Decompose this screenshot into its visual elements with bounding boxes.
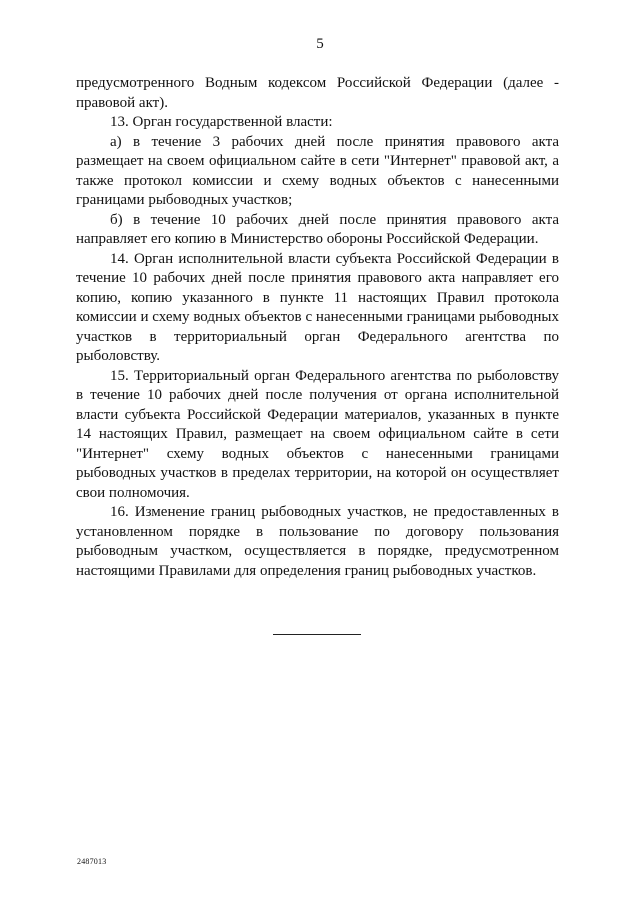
paragraph-13: 13. Орган государственной власти: <box>110 114 333 130</box>
paragraph-13a: а) в течение 3 рабочих дней после принятия правового акта размещает на своем официальном сайте в сети "Интернет" правовой акт, а также протокол комиссии и схему водных объектов с нанесенными границами рыбоводных участков; <box>76 133 559 208</box>
paragraph-13b: б) в течение 10 рабочих дней после принятия правового акта направляет его копию в Министерство обороны Российской Федерации. <box>76 211 559 247</box>
end-of-document-rule <box>273 634 361 635</box>
document-body <box>76 74 559 581</box>
paragraph-16: 16. Изменение границ рыбоводных участков, не предоставленных в установленном порядке в пользование по договору пользования рыбоводным участком, осуществляется в порядке, предусмотренном настоящими Правилами для определения границ рыбоводных участков. <box>76 504 559 579</box>
paragraph-14: 14. Орган исполнительной власти субъекта Российской Федерации в течение 10 рабочих дней после принятия правового акта направляет его копию, копию указанного в пункте 11 настоящих Правил протокола комиссии и схему водных объектов с нанесенными границами рыбоводных участков в территориальный орган Федерального агентства по рыболовству. <box>76 250 559 364</box>
paragraph-continuation: предусмотренного Водным кодексом Российской Федерации (далее - правовой акт). <box>76 75 559 111</box>
document-code: 2487013 <box>77 857 107 866</box>
page-number: 5 <box>316 36 324 52</box>
paragraph-15: 15. Территориальный орган Федерального агентства по рыболовству в течение 10 рабочих дней после получения от органа исполнительной власти субъекта Российской Федерации материалов, указанных в пункте 14 настоящих Правил, размещает на своем официальном сайте в сети "Интернет" схему водных объектов с нанесенными границами рыбоводных участков в пределах территории, на которой он осуществляет свои полномочия. <box>76 367 559 501</box>
